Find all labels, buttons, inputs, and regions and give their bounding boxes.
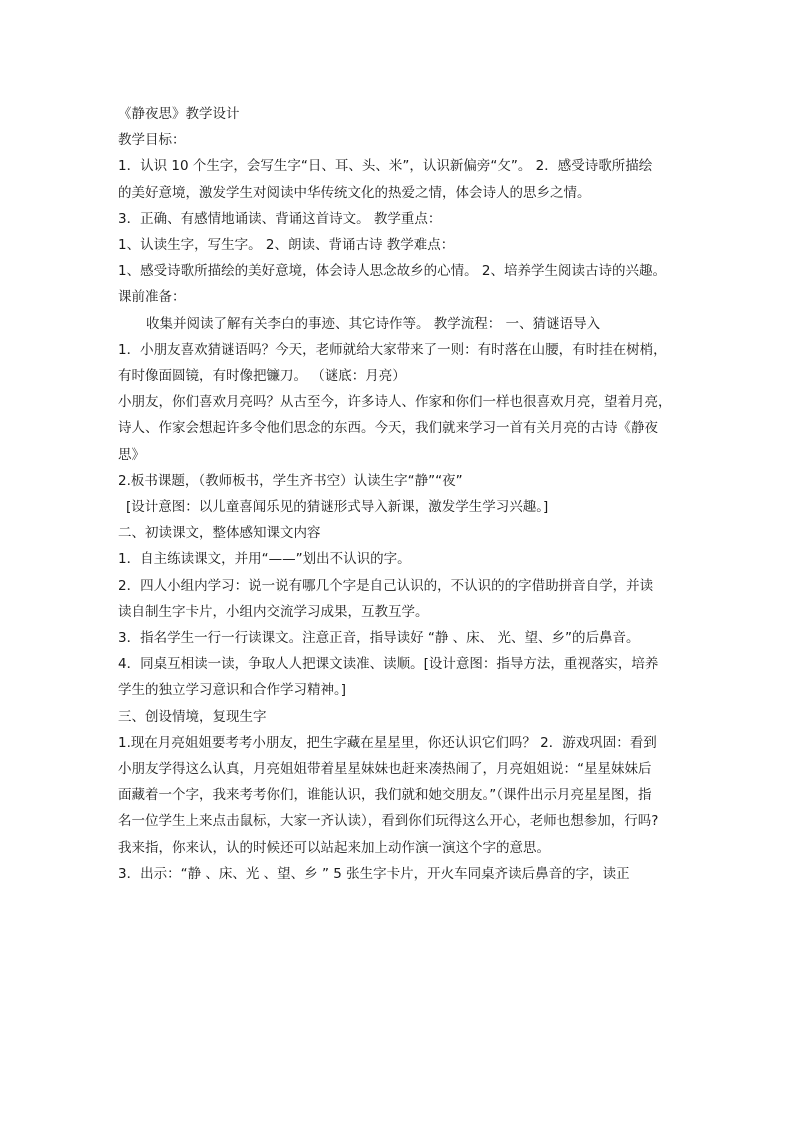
text-line: 1．认识 10 个生字，会写生字“日、耳、头、米”，认识新偏旁“攵”。 2．感受诗歌所描绘: [118, 158, 653, 175]
text-line: 思》: [118, 446, 145, 463]
text-line: 课前准备：: [118, 289, 186, 306]
text-line: 教学目标：: [118, 132, 186, 149]
text-line: 小朋友学得这么认真，月亮姐姐带着星星妹妹也赶来凑热闹了，月亮姐姐说：“星星妹妹后: [118, 761, 652, 778]
text-line: 3．指名学生一行一行读课文。注意正音，指导读好 “静 、床、 光、望、乡”的后鼻音。: [118, 630, 640, 647]
text-line: 学生的独立学习意识和合作学习精神。]: [118, 682, 347, 699]
text-line: 1、认读生字，写生字。 2、朗读、背诵古诗 教学难点：: [118, 237, 455, 254]
text-line: 4．同桌互相读一读，争取人人把课文读准、读顺。[设计意图：指导方法，重视落实，培养: [118, 656, 659, 673]
text-line: 2．四人小组内学习：说一说有哪几个字是自己认识的，不认识的的字借助拼音自学，并读: [118, 577, 654, 594]
text-line: 的美好意境，激发学生对阅读中华传统文化的热爱之情，体会诗人的思乡之情。: [118, 184, 591, 201]
text-line: 有时像面圆镜，有时像把镰刀。 （谜底：月亮）: [118, 368, 406, 385]
text-line: 1．自主练读课文，并用“——”划出不认识的字。: [118, 551, 411, 568]
text-line: 1.现在月亮姐姐要考考小朋友，把生字藏在星星里，你还认识它们吗？ 2．游戏巩固：看到: [118, 734, 657, 751]
text-line: 收集并阅读了解有关李白的事迹、其它诗作等。 教学流程： 一、猜谜语导入: [146, 315, 601, 332]
text-line: 三、创设情境，复现生字: [118, 708, 267, 725]
document-title: 《静夜思》教学设计: [118, 106, 240, 122]
text-line: 读自制生字卡片，小组内交流学习成果，互教互学。: [118, 603, 429, 620]
text-line: [设计意图：以儿童喜闻乐见的猜谜形式导入新课，激发学生学习兴趣。]: [126, 499, 549, 516]
text-line: 1．小朋友喜欢猜谜语吗？今天，老师就给大家带来了一则：有时落在山腰，有时挂在树梢，: [118, 341, 667, 358]
text-line: 1、感受诗歌所描绘的美好意境，体会诗人思念故乡的心情。 2、培养学生阅读古诗的兴趣。: [118, 263, 666, 280]
text-line: 我来指，你来认，认的时候还可以站起来加上动作演一演这个字的意思。: [118, 839, 550, 856]
text-line: 诗人、作家会想起许多令他们思念的东西。今天，我们就来学习一首有关月亮的古诗《静夜: [118, 420, 658, 437]
document-body: [118, 101, 678, 887]
text-line: 3．出示：“静 、床、光 、望、乡 ” 5 张生字卡片，开火车同桌齐读后鼻音的字，读正: [118, 865, 630, 882]
text-line: 2.板书课题，（教师板书，学生齐书空）认读生字“静”“夜”: [118, 472, 463, 489]
text-line: 名一位学生上来点击鼠标，大家一齐认读），看到你们玩得这么开心，老师也想参加，行吗?: [118, 813, 659, 830]
text-line: 小朋友，你们喜欢月亮吗？从古至今，许多诗人、作家和你们一样也很喜欢月亮，望着月亮，: [118, 394, 672, 411]
text-line: 二、初读课文，整体感知课文内容: [118, 525, 321, 542]
text-line: 面藏着一个字，我来考考你们，谁能认识，我们就和她交朋友。”（课件出示月亮星星图，指: [118, 787, 652, 804]
text-line: 3．正确、有感情地诵读、背诵这首诗文。 教学重点：: [118, 210, 442, 227]
